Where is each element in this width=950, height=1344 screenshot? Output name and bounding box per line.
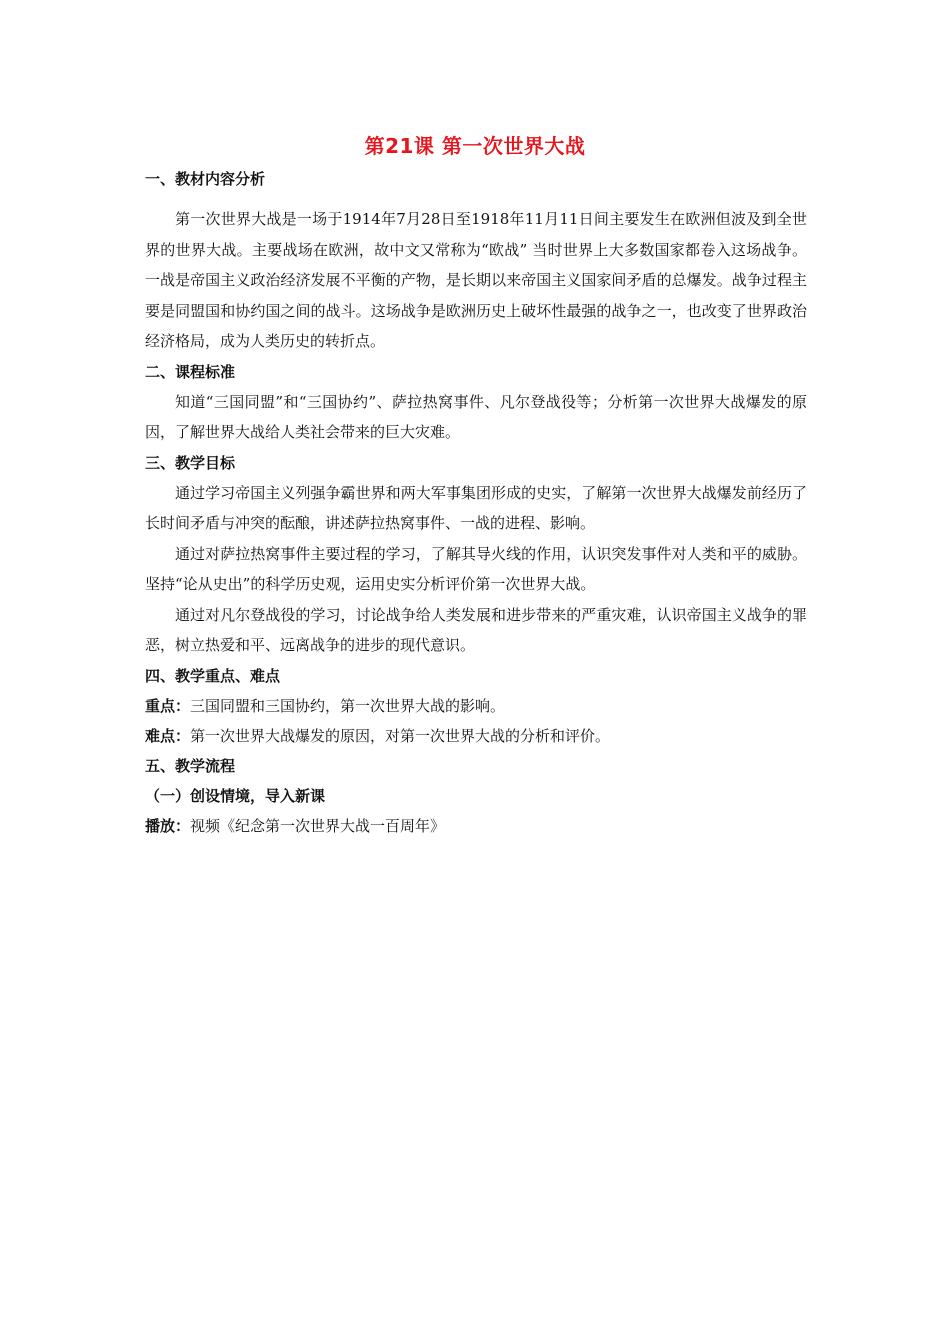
standard-paragraph: 知道“三国同盟”和“三国协约”、萨拉热窝事件、凡尔登战役等；分析第一次世界大战爆发的原因，了解世界大战给人类社会带来的巨大灾难。 (145, 392, 807, 441)
play-text: 视频《纪念第一次世界大战一百周年》 (190, 816, 446, 835)
objective-paragraph: 通过对萨拉热窝事件主要过程的学习，了解其导火线的作用，认识突发事件对人类和平的威胁。坚持“论从史出”的科学历史观，运用史实分析评价第一次世界大战。 (145, 544, 807, 593)
objective-paragraph: 通过对凡尔登战役的学习，讨论战争给人类发展和进步带来的严重灾难，认识帝国主义战争的罪恶，树立热爱和平、远离战争的进步的现代意识。 (145, 605, 807, 654)
section-heading-process: 五、教学流程 (145, 756, 236, 775)
objective-paragraph: 通过学习帝国主义列强争霸世界和两大军事集团形成的史实，了解第一次世界大战爆发前经历了长时间矛盾与冲突的酝酿，讲述萨拉热窝事件、一战的进程、影响。 (145, 483, 807, 532)
key-point-line (145, 691, 807, 721)
difficult-point-line (145, 721, 807, 751)
spacer (145, 194, 807, 204)
document-body (145, 164, 807, 841)
section-heading-standard: 二、课程标准 (145, 362, 236, 381)
difficult-point-label: 难点： (145, 726, 191, 745)
key-point-text: 三国同盟和三国协约，第一次世界大战的影响。 (190, 696, 506, 715)
key-point-label: 重点： (145, 696, 191, 715)
difficult-point-text: 第一次世界大战爆发的原因，对第一次世界大战的分析和评价。 (190, 726, 611, 745)
section-heading-key-points: 四、教学重点、难点 (145, 666, 281, 685)
page-title: 第21课 第一次世界大战 (364, 134, 586, 158)
process-subheading: （一）创设情境，导入新课 (145, 786, 326, 805)
section-heading-analysis: 一、教材内容分析 (145, 170, 266, 188)
section-heading-objectives: 三、教学目标 (145, 453, 236, 472)
analysis-paragraph: 第一次世界大战是一场于1914年7月28日至1918年11月11日间主要发生在欧洲但波及到全世界的世界大战。主要战场在欧洲，故中文又常称为“欧战” 当时世界上大多数国家都卷入这场战争。一战是帝国主义政治经济发展不平衡的产物，是长期以来帝国主义国家间矛盾的总爆发。战争过程主要是同盟国和协约国之间的战斗。这场战争是欧洲历史上破坏性最强的战争之一，也改变了世界政治经济格局，成为人类历史的转折点。 (145, 210, 807, 350)
play-line (145, 811, 807, 841)
play-label: 播放： (145, 816, 191, 835)
